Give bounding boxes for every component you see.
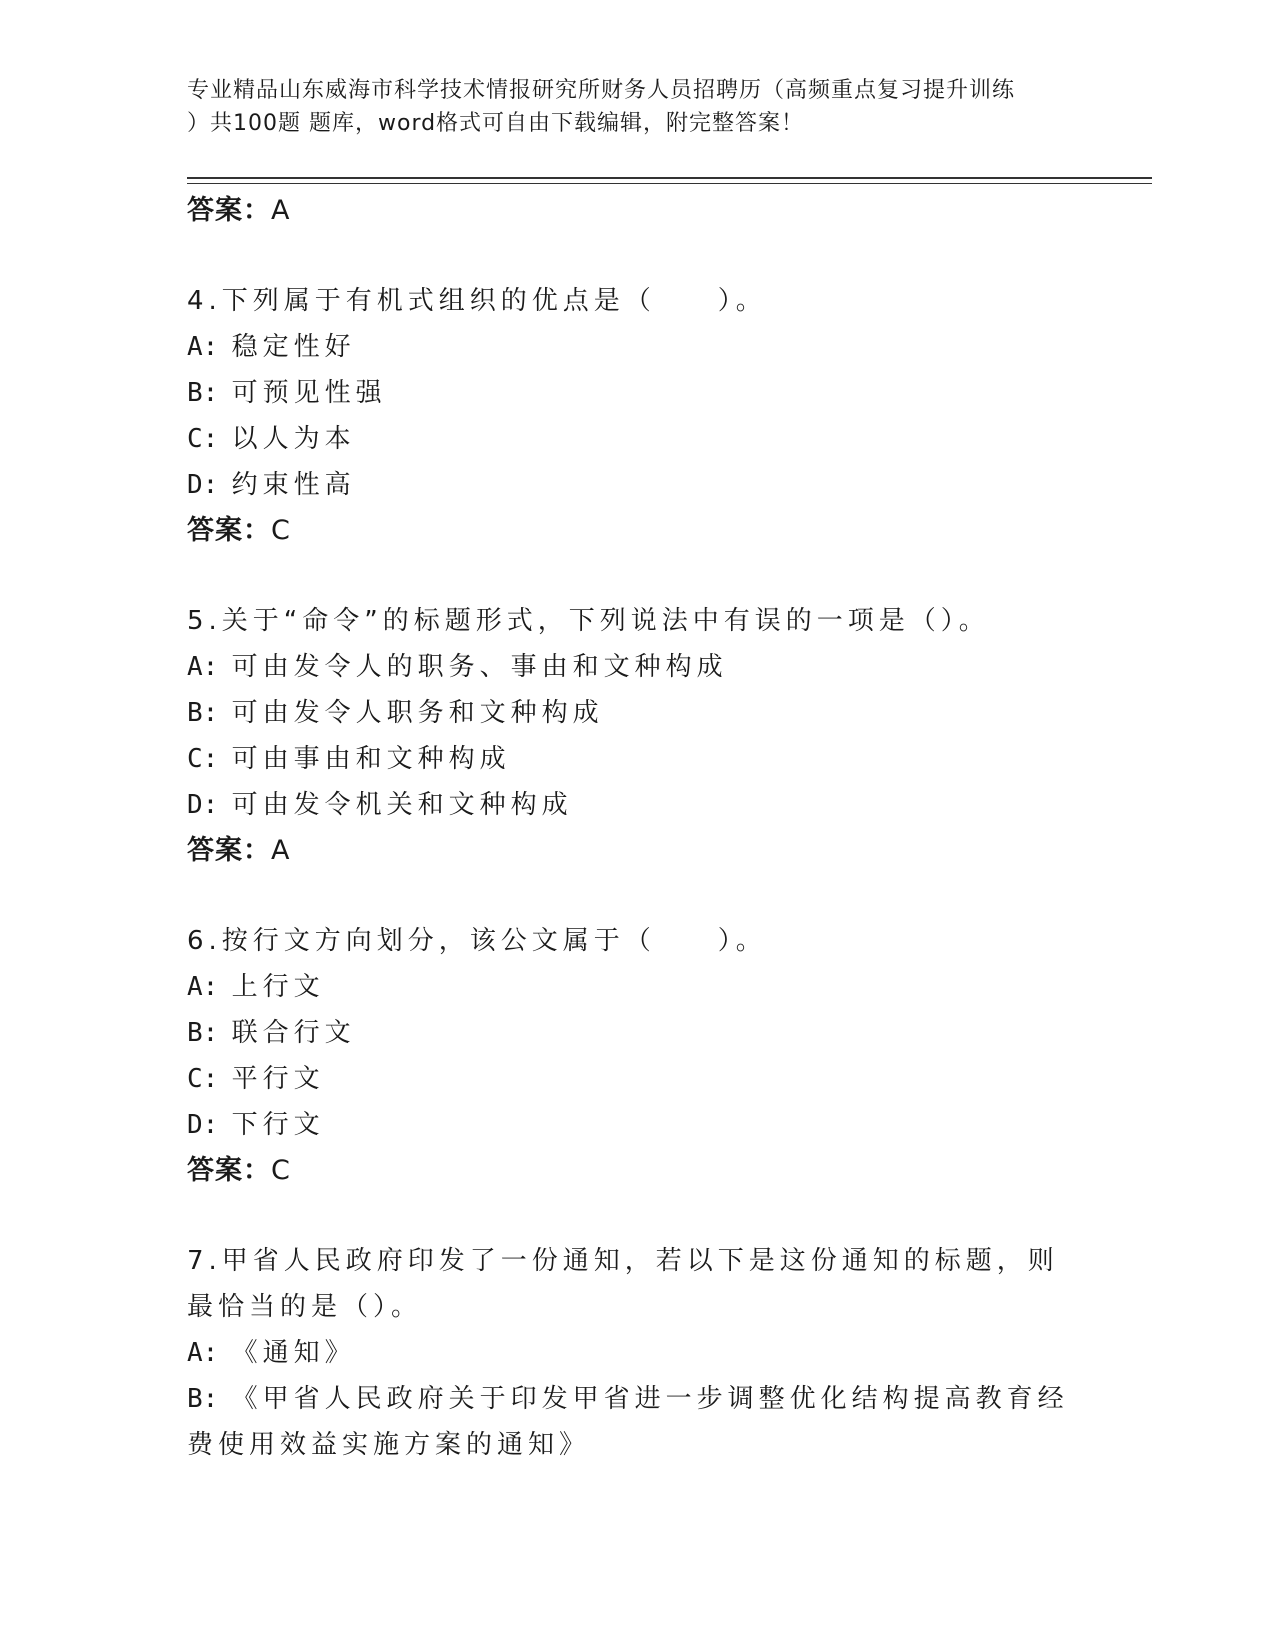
option-letter: C:	[187, 424, 219, 454]
answer-value: A	[271, 835, 291, 866]
answer-line	[187, 828, 1087, 874]
option-c	[187, 1056, 1087, 1102]
option-letter: B:	[187, 378, 219, 408]
option-letter: B:	[187, 698, 219, 728]
option-text: 约束性高	[231, 470, 356, 500]
option-text: 可由事由和文种构成	[231, 744, 511, 774]
option-c	[187, 736, 1087, 782]
option-letter: D:	[187, 470, 219, 500]
question-block	[187, 1238, 1087, 1468]
option-text: 以人为本	[231, 424, 356, 454]
question-stem: 5.关于“命令”的标题形式，下列说法中有误的一项是（）。	[187, 606, 990, 636]
answer-line	[187, 508, 1087, 554]
option-text: 联合行文	[231, 1018, 356, 1048]
option-d	[187, 782, 1087, 828]
option-letter: A:	[187, 1338, 219, 1368]
option-letter: D:	[187, 790, 219, 820]
question-stem: 4.下列属于有机式组织的优点是（ ）。	[187, 286, 767, 316]
question-list	[187, 188, 1087, 1468]
option-letter: A:	[187, 972, 219, 1002]
option-text: 稳定性好	[231, 332, 356, 362]
option-text: 平行文	[231, 1064, 325, 1094]
option-d	[187, 462, 1087, 508]
document-header	[187, 74, 1087, 140]
question-block	[187, 918, 1087, 1194]
header-divider-thin	[187, 183, 1152, 184]
option-letter: D:	[187, 1110, 219, 1140]
option-letter: A:	[187, 652, 219, 682]
option-text: 可由发令人职务和文种构成	[231, 698, 604, 728]
option-letter: B:	[187, 1384, 219, 1414]
option-text: 下行文	[231, 1110, 325, 1140]
header-divider-thick	[187, 177, 1152, 179]
answer-value: C	[271, 1155, 291, 1186]
answer-value: A	[271, 195, 291, 226]
option-a	[187, 964, 1087, 1010]
option-text: 《甲省人民政府关于印发甲省进一步调整优化结构提高教育经费使用效益实施方案的通知》	[187, 1384, 1069, 1460]
header-line-1: 专业精品山东威海市科学技术情报研究所财务人员招聘历（高频重点复习提升训练	[187, 78, 1016, 103]
option-letter: C:	[187, 744, 219, 774]
answer-label: 答案：	[187, 195, 271, 226]
option-letter: A:	[187, 332, 219, 362]
option-c	[187, 416, 1087, 462]
option-a	[187, 1330, 1087, 1376]
option-d	[187, 1102, 1087, 1148]
question-block	[187, 598, 1087, 874]
option-text: 上行文	[231, 972, 325, 1002]
header-line-2: ）共100题 题库，word格式可自由下载编辑，附完整答案！	[187, 111, 805, 136]
option-text: 可由发令人的职务、事由和文种构成	[231, 652, 728, 682]
option-text: 可预见性强	[231, 378, 387, 408]
option-a	[187, 324, 1087, 370]
option-b	[187, 370, 1087, 416]
answer-label: 答案：	[187, 515, 271, 546]
option-letter: C:	[187, 1064, 219, 1094]
option-text: 可由发令机关和文种构成	[231, 790, 573, 820]
option-letter: B:	[187, 1018, 219, 1048]
answer-value: C	[271, 515, 291, 546]
question-stem: 7.甲省人民政府印发了一份通知，若以下是这份通知的标题，则最恰当的是（）。	[187, 1246, 1059, 1322]
option-b	[187, 690, 1087, 736]
option-a	[187, 644, 1087, 690]
option-b	[187, 1010, 1087, 1056]
answer-line	[187, 1148, 1087, 1194]
question-block	[187, 278, 1087, 554]
answer-label: 答案：	[187, 1155, 271, 1186]
question-stem: 6.按行文方向划分，该公文属于（ ）。	[187, 926, 767, 956]
answer-line	[187, 188, 1087, 234]
option-text: 《通知》	[231, 1338, 356, 1368]
answer-label: 答案：	[187, 835, 271, 866]
option-b	[187, 1376, 1087, 1468]
